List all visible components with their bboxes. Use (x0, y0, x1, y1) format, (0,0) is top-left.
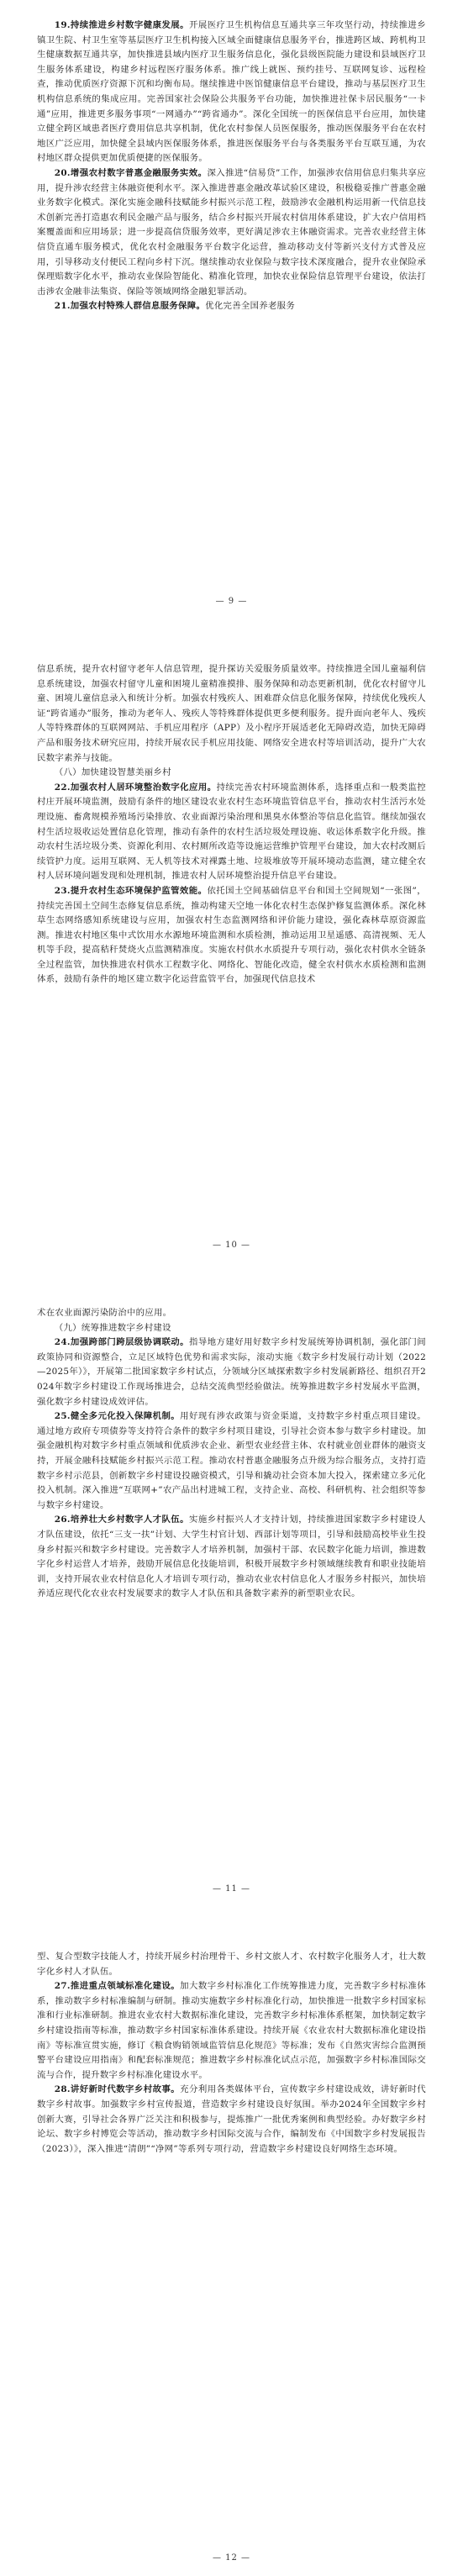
paragraph-text: 开展医疗卫生机构信息互通共享三年攻坚行动，持续推进乡镇卫生院、村卫生室等基层医疗卫生机构接入区域全面健康信息服务平台，推进跨区域、跨机构卫生健康数据互通共享，加快推进县域内医疗卫生服务信息化，强化县级医院能力建设和县域医疗卫生服务体系建设，构建乡村远程医疗服务体系。推广线上就医、预约挂号、互联网复诊、远程检查，推动优质医疗资源下沉和均衡布局。继续推进中医馆健康信息平台建设，推动与基层医疗卫生机构信息系统的集成应用。完善国家社会保险公共服务平台功能，加快推进社保卡居民服务“一卡通”应用，推进更多服务事项“一网通办”“跨省通办”。深化全国统一的医保信息平台应用，加快建立健全跨区域患者医疗费用信息共享机制，优化农村参保人员医保服务，推动医保服务平台在农村地区广泛应用，加快健全县域内医保服务体系，推进医保服务平台与各类服务平台互联互通，为农村地区群众提供更加优质便捷的医保服务。 (37, 20, 426, 164)
paragraph-text: 实施乡村振兴人才支持计划，持续推进国家数字乡村建设人才队伍建设，依托“三支一扶”计划、大学生村官计划、西部计划等项目，引导和鼓励高校毕业生投身乡村振兴和数字乡村建设。完善数字人才培养机制，加强村干部、农民数字化能力培训，推进数字化乡村运营人才培养，鼓励开展信息化技能培训，积极开展数字乡村领域继续教育和职业技能培训，支持开展农业农村信息化人才培训专项行动，推动农业农村信息化人才服务乡村振兴，加快培养适应现代化农业农村发展要求的数字人才队伍和具备数字素养的新型职业农民。 (37, 1515, 426, 1599)
paragraph-heading: 26.培养壮大乡村数字人才队伍。 (54, 1515, 189, 1525)
document-page-9 (0, 0, 463, 644)
document-page-12 (0, 1931, 463, 2576)
paragraph-item-26 (37, 1513, 426, 1602)
paragraph-text: 充分利用各类媒体平台，宣传数字乡村建设成效，讲好新时代数字乡村故事。加强数字乡村宣传报道，营造数字乡村建设良好氛围。举办2024年全国数字乡村创新大赛，引导社会各界广泛关注和积极参与，提炼推广一批优秀案例和典型经验。办好数字乡村论坛、数字乡村博览会等活动，推动数字乡村国际交流与合作，编制发布《中国数字乡村发展报告（2023）》，深入推进“清朗”“净网”等系列专项行动，营造数字乡村建设良好网络生态环境。 (37, 2084, 426, 2154)
page-number: — 11 — (212, 1884, 251, 1894)
paragraph-continuation: 信息系统，提升农村留守老年人信息管理，提升探访关爱服务质量效率。持续推进全国儿童福利信息系统建设，加强农村留守儿童和困境儿童精准摸排、服务保障和动态更新机制，优化农村留守儿童、困境儿童信息录入和统计分析。加强农村残疾人、困难群众信息化服务保障，持续优化残疾人证“跨省通办”服务，推动为老年人、残疾人等特殊群体提供更多便利服务。提升面向老年人、残疾人等特殊群体的互联网网站、手机应用程序（APP）及小程序开展适老化无障碍改造，加快无障碍产品和服务技术研究应用，持续开展农民手机应用技能、网络安全进农村等培训活动，提升广大农民数字素养与技能。 (37, 664, 426, 763)
document-page-10 (0, 644, 463, 1288)
paragraph-item-23 (37, 884, 426, 988)
section-subheading: （九）统筹推进数字乡村建设 (54, 1322, 171, 1333)
paragraph-heading: 28.讲好新时代数字乡村故事。 (54, 2084, 181, 2095)
paragraph-text: 优化完善全国养老服务 (205, 301, 296, 312)
paragraph-text: 指导地方建好用好数字乡村发展统筹协调机制，强化部门间政策协同和资源整合，立足区域特色优势和需求实际，滚动实施《数字乡村发展行动计划（2022—2025年）》，开展第二批国家数字乡村试点，分领域分区域探索数字乡村发展新路径、组织召开2024年数字乡村建设工作现场推进会，总结交流典型经验做法。统筹推进数字乡村发展水平监测，强化数字乡村建设成效评估。 (37, 1337, 426, 1407)
paragraph-text: 持续完善农村环境监测体系，选择重点和一般类监控村庄开展环境监测，鼓励有条件的地区建设农业农村生态环境监管信息平台，推动农村生活污水处理设施、畜禽规模养殖场污染排放、农业面源污染治理和黑臭水体整治等信息化监管。继续加强农村生活垃圾收运处置信息化管理，推动有条件的农村生活垃圾处理设施、收运体系数字化升级。推动农村生活垃圾分类、资源化利用、农村厕所改造等设施运营维护管理平台建设，加大农村改厕后续管护力度。运用互联网、无人机等技术对裸露土地、垃圾堆放等开展环境动态监测，建立健全农村人居环境问题发现和处理机制，推进农村人居环境整治提升信息平台建设。 (37, 782, 426, 882)
paragraph-text: 加大数字乡村标准化工作统筹推进力度，完善数字乡村标准体系，推动数字乡村标准编制与研制。推动实施数字乡村标准化行动，加快推进一批数字乡村国家标准和行业标准研制。推进农业农村大数据标准化建设，完善数字乡村标准体系框架，加快制定数字乡村建设指南等标准，推动数字乡村国家标准体系建设。持续开展《农业农村大数据标准化建设指南》等标准宣贯实施，修订《粮食购销领域监管信息化规范》等标准；发布《自然灾害综合监测预警平台建设应用指南》和配套标准规范；推进数字乡村标准化试点示范，加强数字乡村标准国际交流与合作，提升数字乡村标准化建设水平。 (37, 1981, 426, 2080)
paragraph-item-27 (37, 1979, 426, 2083)
paragraph-heading: 23.提升农村生态环境保护监管效能。 (54, 885, 208, 896)
paragraph-heading: 25.健全多元化投入保障机制。 (54, 1411, 181, 1422)
paragraph-item-24 (37, 1335, 426, 1409)
paragraph-continuation: 术在农业面源污染防治中的应用。 (37, 1308, 172, 1318)
paragraph-text: 深入推进“信易贷”工作，加强涉农信用信息归集共享应用，提升涉农经营主体融资便利水平。深入推进普惠金融改革试验区建设，积极稳妥推广普惠金融业务数字化模式。深化实施金融科技赋能乡村振兴示范工程，鼓励涉农金融机构运用新一代信息技术创新完善打造惠农利民金融产品与服务，结合乡村振兴开展农村信用体系建设，扩大农户信用档案覆盖面和应用场景；进一步提高信贷服务效率，更好满足涉农主体融资需求。完善农业经营主体信贷直通车服务模式，优化农村金融服务平台数字化运营，推动移动支付等新兴支付方式普及应用，引导移动支付便民工程向乡村下沉。继续推动农业保险与数字技术深度融合，提升农业保险承保理赔数字化水平，推动农业保险智能化、精准化管理，加快农业保险信息管理平台建设，依法打击涉农金融非法集资、保险等领域网络金融犯罪活动。 (37, 167, 426, 297)
section-subheading: （八）加快建设智慧美丽乡村 (54, 767, 171, 778)
paragraph-text: 依托国土空间基础信息平台和国土空间规划“一张图”，持续完善国土空间生态修复信息系统，推动构建天空地一体化农村生态保护修复监测体系。深化林草生态网络感知系统建设与应用，加强农村生态监测网络和评价能力建设，强化森林草原资源监测。推进农村地区集中式饮用水水源地环境监测和水质检测，推动运用卫星遥感、高清视频、无人机等手段，提高秸秆焚烧火点监测精准度。实施农村供水水质提升专项行动，强化农村供水全链条全过程监管，加快推进农村供水工程数字化、网络化、智能化改造，健全农村供水水质检测和监测体系，鼓励有条件的地区建立数字化运营监管平台，加强现代信息技术 (37, 885, 426, 985)
paragraph-heading: 21.加强农村特殊人群信息服务保障。 (54, 301, 206, 312)
paragraph-continuation: 型、复合型数字技能人才，持续开展乡村治理骨干、乡村文旅人才、农村数字化服务人才，壮大数字化乡村人才队伍。 (37, 1952, 426, 1977)
paragraph-item-28 (37, 2083, 426, 2157)
paragraph-item-21 (37, 299, 426, 314)
page-number: — 12 — (212, 2553, 251, 2563)
document-page-11 (0, 1288, 463, 1931)
page-number: — 10 — (212, 1241, 251, 1250)
paragraph-heading: 24.加强跨部门跨层级协调联动。 (54, 1337, 189, 1348)
paragraph-item-20 (37, 166, 426, 299)
paragraph-heading: 19.持续推进乡村数字健康发展。 (54, 20, 189, 30)
page-number: — 9 — (215, 597, 248, 606)
paragraph-item-19 (37, 18, 426, 166)
paragraph-text: 用好现有涉农政策与资金渠道，支持数字乡村重点项目建设。通过地方政府专项债券等支持符合条件的数字乡村项目建设，引导社会资本参与数字乡村建设。加强金融机构对数字乡村重点领域和优质涉农企业、新型农业经营主体、农村就业创业群体的融资支持，开展金融科技赋能乡村振兴示范工程。推动农村普惠金融服务点升级为综合服务点，支持打造数字乡村示范县，创新数字乡村建设投融资模式，引导和撬动社会资本加大投入，探索建立多元化投入机制。深入推进“互联网+”农产品出村进城工程，支持企业、高校、科研机构、社会组织等参与数字乡村建设。 (37, 1411, 426, 1510)
paragraph-item-22 (37, 781, 426, 884)
paragraph-heading: 22.加强农村人居环境整治数字化应用。 (54, 782, 217, 793)
paragraph-heading: 27.推进重点领域标准化建设。 (54, 1981, 181, 1992)
paragraph-item-25 (37, 1409, 426, 1513)
paragraph-heading: 20.增强农村数字普惠金融服务实效。 (54, 167, 208, 178)
